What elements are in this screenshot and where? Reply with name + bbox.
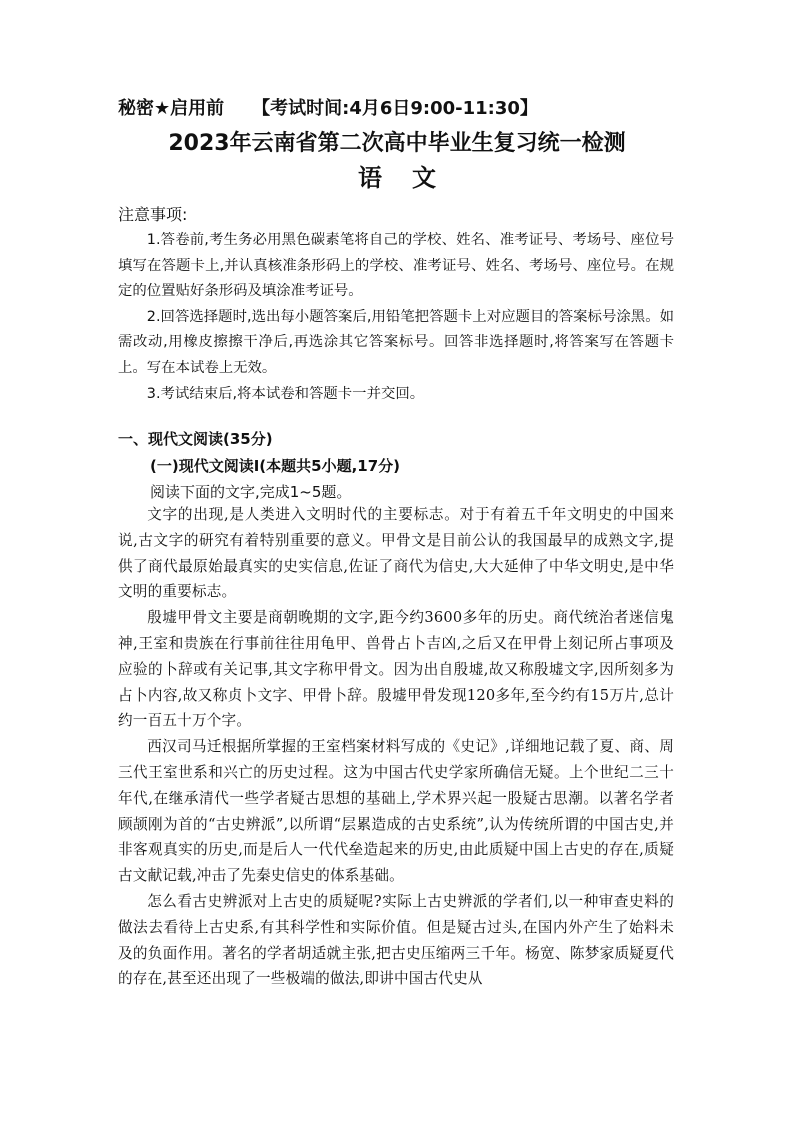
- header-line: [118, 94, 538, 120]
- passage-paragraph: 殷墟甲骨文主要是商朝晚期的文字,距今约3600多年的历史。商代统治者迷信鬼神,王室和贵族在行事前往往用龟甲、兽骨占卜吉凶,之后又在甲骨上刻记所占事项及应验的卜辞或有关记事,其文字称甲骨文。因为出自殷墟,故又称殷墟文字,因所刻多为占卜内容,故又称贞卜文字、甲骨卜辞。殷墟甲骨发现120多年,至今约有15万片,总计约一百五十万个字。: [118, 609, 674, 730]
- exam-time: 【考试时间:4月6日9:00-11:30】: [252, 98, 538, 119]
- subject-title: 语文: [358, 164, 466, 192]
- passage-paragraph: 西汉司马迁根据所掌握的王室档案材料写成的《史记》,详细地记载了夏、商、周三代王室世系和兴亡的历史过程。这为中国古代史学家所确信无疑。上个世纪二三十年代,在继承清代一些学者疑古思想的基础上,学术界兴起一股疑古思潮。以著名学者顾颉刚为首的“古史辨派”,以所谓“层累造成的古史系统”,认为传统所谓的中国古史,并非客观真实的历史,而是后人一代代垒造起来的历史,由此质疑中国上古史的存在,质疑古文献记载,冲击了先秦史信史的体系基础。: [118, 738, 674, 885]
- reading-passage: [118, 502, 674, 992]
- notice-heading: 注意事项:: [118, 205, 188, 224]
- passage-paragraph: 怎么看古史辨派对上古史的质疑呢?实际上古史辨派的学者们,以一种审查史料的做法去看待上古史系,有其科学性和实际价值。但是疑古过头,在国内外产生了始料未及的负面作用。著名的学者胡适就主张,把古史压缩两三千年。杨宽、陈梦家质疑夏代的存在,甚至还出现了一些极端的做法,即讲中国古代史从: [118, 892, 674, 988]
- notice-item: 3.考试结束后,将本试卷和答题卡一并交回。: [146, 385, 425, 402]
- exam-title: 2023年云南省第二次高中毕业生复习统一检测: [168, 131, 626, 156]
- notice-list: [118, 228, 674, 407]
- section-instruction: 阅读下面的文字,完成1~5题。: [150, 483, 352, 501]
- section-subheading: (一)现代文阅读Ⅰ(本题共5小题,17分): [150, 457, 401, 475]
- notice-item: 2.回答选择题时,选出每小题答案后,用铅笔把答题卡上对应题目的答案标号涂黑。如需改动,用橡皮擦擦干净后,再选涂其它答案标号。回答非选择题时,将答案写在答题卡上。写在本试卷上无效。: [118, 308, 674, 376]
- notice-item: 1.答卷前,考生务必用黑色碳素笔将自己的学校、姓名、准考证号、考场号、座位号填写在答题卡上,并认真核准条形码上的学校、准考证号、姓名、考场号、座位号。在规定的位置贴好条形码及填涂准考证号。: [118, 232, 674, 300]
- passage-paragraph: 文字的出现,是人类进入文明时代的主要标志。对于有着五千年文明史的中国来说,古文字的研究有着特别重要的意义。甲骨文是目前公认的我国最早的成熟文字,提供了商代最原始最真实的史实信息,佐证了商代为信史,大大延伸了中华文明史,是中华文明的重要标志。: [118, 506, 674, 601]
- section-heading: 一、现代文阅读(35分): [118, 430, 273, 448]
- confidential-label: 秘密★启用前: [118, 98, 225, 119]
